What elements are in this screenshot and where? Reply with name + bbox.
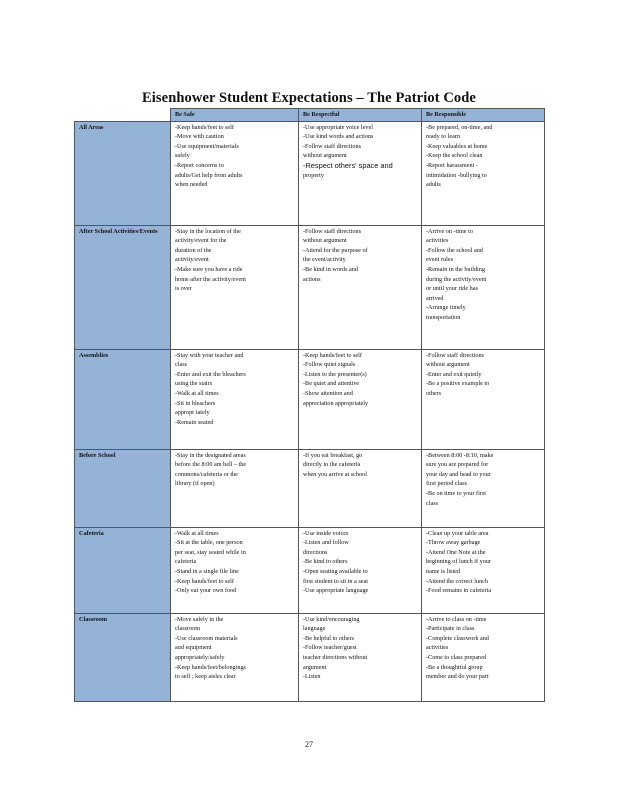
area-label: All Areas (75, 121, 171, 225)
expectation-line: -Respect others' space and (303, 160, 393, 170)
expectation-line: -Use inside voices (303, 529, 349, 537)
expectation-line: -Keep hands/feet to self (303, 351, 362, 359)
respectful-cell (299, 225, 422, 349)
expectation-line: -Follow staff directions (303, 142, 361, 150)
expectation-line: appropr iately (175, 409, 210, 417)
table-row (75, 613, 545, 701)
expectation-line: -Stay with your teacher and (175, 351, 244, 359)
responsible-cell (422, 527, 545, 613)
expectation-line: when you arrive at school (303, 470, 367, 478)
table-body (75, 121, 545, 701)
expectation-line: adults (426, 181, 441, 189)
expectation-line: to self ; keep aisles clear (175, 673, 236, 681)
expectation-line: activities (426, 644, 449, 652)
expectation-line: the event/activity (303, 256, 346, 264)
expectation-line: classroom (175, 625, 201, 633)
expectation-line: -Use kind words and actions (303, 133, 374, 141)
header-row (75, 109, 545, 122)
expectation-line: -Walk at all times (175, 389, 219, 397)
expectation-line: appropriately/safely (175, 653, 225, 661)
expectation-line: -Participate in class (426, 625, 475, 633)
expectation-line: class (175, 361, 188, 369)
expectation-line: -Clean up your table area (426, 529, 489, 537)
expectation-line: without argument (426, 361, 470, 369)
expectation-line: using the stairs (175, 380, 213, 388)
expectation-line: -Be quiet and attentive (303, 380, 360, 388)
responsible-cell (422, 225, 545, 349)
expectation-line: when needed (175, 181, 208, 189)
expectation-line: -Attend the correct lunch (426, 577, 489, 585)
area-label: Assemblies (75, 349, 171, 449)
expectation-line: -Report concerns to (175, 161, 224, 169)
expectation-line: property (303, 171, 324, 179)
expectation-line: transportation (426, 313, 461, 321)
expectation-line: -Come to class prepared (426, 653, 486, 661)
expectation-line: -Sit in bleachers (175, 399, 216, 407)
expectation-line: -Remain in the building (426, 265, 485, 273)
respectful-cell (299, 349, 422, 449)
safe-cell (171, 349, 299, 449)
expectation-line: sure you are prepared for (426, 461, 489, 469)
expectation-line: -Be a thoughtful group (426, 663, 483, 671)
expectation-line: -If you eat breakfast, go (303, 451, 363, 459)
expectation-line: activities (426, 237, 449, 245)
expectation-line: arrived (426, 294, 444, 302)
expectation-line: class (426, 499, 439, 507)
responsible-cell (422, 449, 545, 527)
safe-cell (171, 527, 299, 613)
expectation-line: -Move safely in the (175, 615, 224, 623)
expectation-line: -Use classroom materials (175, 634, 238, 642)
table-row (75, 225, 545, 349)
expectation-line: or until your ride has (426, 285, 478, 293)
expectation-line: event rules (426, 256, 453, 264)
expectation-line: -Keep hands/feet to self (175, 123, 234, 131)
expectation-line: -Enter and exit the bleachers (175, 370, 246, 378)
responsible-cell (422, 349, 545, 449)
expectation-line: -Sit at the table, one person (175, 539, 243, 547)
expectation-line: -Follow staff directions (303, 227, 361, 235)
expectation-line: safely (175, 152, 190, 160)
expectation-line: -Move with caution (175, 133, 224, 141)
safe-cell (171, 449, 299, 527)
expectation-line: -Show attention and (303, 389, 353, 397)
expectation-line: -Arrive on -time to (426, 227, 473, 235)
expectation-line: -Use appropriate voice level (303, 123, 373, 131)
expectation-line: ready to learn (426, 133, 461, 141)
expectation-line: -Use appropriate language (303, 587, 369, 595)
expectation-line: -Report harassment - (426, 161, 478, 169)
expectation-line: during the activity/event (426, 275, 487, 283)
expectation-line: -Enter and exit quietly (426, 370, 482, 378)
page-title: Eisenhower Student Expectations – The Patriot Code (142, 90, 476, 106)
safe-cell (171, 121, 299, 225)
expectation-line: appreciation appropriately (303, 399, 369, 407)
expectation-line: before the 8:00 am bell – the (175, 461, 247, 469)
expectation-line: activity/event for the (175, 237, 227, 245)
expectation-line: -Follow the school and (426, 246, 483, 254)
expectation-line: -Follow teacher/guest (303, 644, 357, 652)
expectation-line: -Use equipment/materials (175, 142, 239, 150)
responsible-cell (422, 613, 545, 701)
expectation-line: activity/event (175, 256, 209, 264)
expectation-line: -Make sure you have a ride (175, 265, 243, 273)
expectation-line: -Follow quiet signals (303, 361, 356, 369)
expectation-line: first period class (426, 480, 467, 488)
expectation-line: -Stay in the location of the (175, 227, 241, 235)
expectation-line: -Stand in a single file line (175, 567, 239, 575)
expectation-line: -Arrive to class on -time (426, 615, 487, 623)
expectation-line: -Keep the school clean (426, 152, 483, 160)
expectation-line: others (426, 389, 442, 397)
expectation-line: without argument (303, 237, 347, 245)
expectations-table (74, 108, 545, 702)
page-number: 27 (305, 740, 313, 749)
header-be-safe: Be Safe (171, 109, 299, 122)
expectation-line: directly to the cafeteria (303, 461, 361, 469)
expectation-line: -Complete classwork and (426, 634, 489, 642)
expectation-line: -Keep valuables at home (426, 142, 488, 150)
expectation-line: -Listen and follow (303, 539, 349, 547)
table-row (75, 121, 545, 225)
expectation-line: cafeteria (175, 558, 197, 566)
respectful-cell (299, 121, 422, 225)
expectation-line: -Keep hands/feet to self (175, 577, 234, 585)
expectation-line: -Use kind/encouraging (303, 615, 360, 623)
expectation-line: teacher directions without (303, 653, 368, 661)
expectation-line: is over (175, 285, 192, 293)
expectation-line: -Between 8:00 -8:10, make (426, 451, 494, 459)
header-be-respectful: Be Respectful (299, 109, 422, 122)
expectation-line: -Remain seated (175, 418, 214, 426)
area-label: Before School (75, 449, 171, 527)
expectation-line: your day and head to your (426, 470, 491, 478)
expectation-line: and equipment (175, 644, 212, 652)
expectation-line: -Arrange timely (426, 304, 466, 312)
expectation-line: -Listen to the presenter(s) (303, 370, 367, 378)
expectation-line: -Be prepared, on-time, and (426, 123, 493, 131)
expectation-line: -Food remains in cafeteria (426, 587, 492, 595)
expectation-line: member and do your part (426, 673, 489, 681)
expectation-line: -Walk at all times (175, 529, 219, 537)
expectation-line: -Be kind in words and (303, 265, 358, 273)
expectation-line: without argument (303, 152, 347, 160)
header-be-responsible: Be Responsible (422, 109, 545, 122)
expectation-line: -Only eat your own food (175, 587, 237, 595)
table-row (75, 349, 545, 449)
expectation-line: name is listed (426, 567, 461, 575)
table-row (75, 527, 545, 613)
expectation-line: -Follow staff directions (426, 351, 484, 359)
expectation-line: per seat, stay seated while in (175, 548, 246, 556)
expectation-line: -Keep hands/feet/belongings (175, 663, 246, 671)
expectation-line: commons/cafeteria or the (175, 470, 238, 478)
expectation-line: -Throw away garbage (426, 539, 481, 547)
expectation-line: first student to sit in a seat (303, 577, 368, 585)
expectation-line: language (303, 625, 326, 633)
expectation-line: intimidation -bullying to (426, 171, 487, 179)
expectation-line: -Open seating available to (303, 567, 368, 575)
expectation-line: -Be a positive example to (426, 380, 490, 388)
area-label: Cafeteria (75, 527, 171, 613)
respectful-cell (299, 613, 422, 701)
area-label: After School Activities/Events (75, 225, 171, 349)
safe-cell (171, 613, 299, 701)
expectation-line: library (if open) (175, 480, 215, 488)
expectation-line: argument (303, 663, 327, 671)
expectation-line: -Listen (303, 673, 321, 681)
expectation-line: adults/Get help from adults (175, 171, 243, 179)
expectation-line: -Be helpful to others (303, 634, 355, 642)
expectation-line: -Attend for the purpose of (303, 246, 368, 254)
expectation-line: home after the activity/event (175, 275, 246, 283)
expectation-line: actions (303, 275, 321, 283)
respectful-cell (299, 449, 422, 527)
expectation-line: -Attend One Note at the (426, 548, 486, 556)
expectation-line: -Be on time to your first (426, 489, 486, 497)
safe-cell (171, 225, 299, 349)
expectation-line: -Stay in the designated areas (175, 451, 246, 459)
expectation-line: beginning of lunch if your (426, 558, 491, 566)
respectful-cell (299, 527, 422, 613)
table-row (75, 449, 545, 527)
area-label: Classroom (75, 613, 171, 701)
expectation-line: duration of the (175, 246, 212, 254)
expectation-line: directions (303, 548, 328, 556)
expectation-line: -Be kind to others (303, 558, 348, 566)
corner-header (75, 109, 171, 122)
responsible-cell (422, 121, 545, 225)
